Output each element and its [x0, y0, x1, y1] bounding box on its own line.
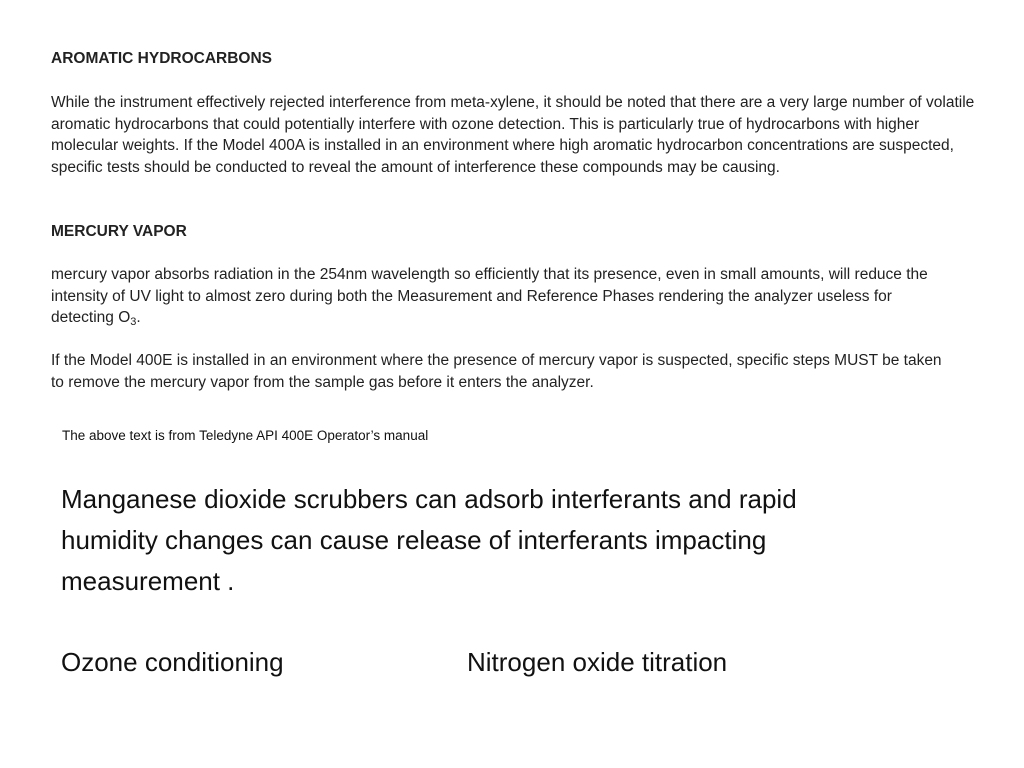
mercury-paragraph-main-text: mercury vapor absorbs radiation in the 254nm wavelength so efficiently that its presence, even in small amounts, will reduce the intensity of UV light to almost zero during both the Measurement and Reference Phases rendering the analyzer useless for detecting O	[51, 266, 928, 326]
ozone-subscript: 3	[130, 316, 137, 328]
method-nitrogen-oxide-titration: Nitrogen oxide titration	[467, 647, 728, 677]
slide-body-text: Manganese dioxide scrubbers can adsorb interferants and rapid humidity changes can cause release of interferants impacting measurement .	[61, 484, 797, 596]
mercury-vapor-paragraph-1	[51, 264, 951, 334]
method-ozone-conditioning: Ozone conditioning	[61, 647, 284, 677]
source-note: The above text is from Teledyne API 400E Operator’s manual	[62, 428, 429, 443]
aromatic-hydrocarbons-heading: AROMATIC HYDROCARBONS	[51, 50, 273, 67]
mercury-paragraph-end: .	[136, 309, 141, 326]
aromatic-hydrocarbons-paragraph: While the instrument effectively rejected interference from meta-xylene, it should be noted that there are a very large number of volatile aromatic hydrocarbons that could potentially interfere with ozone detection. This is particularly true of hydrocarbons with higher molecular weights. If the Model 400A is installed in an environment where high aromatic hydrocarbon concentrations are suspected, specific tests should be conducted to reveal the amount of interference these compounds may be causing.	[51, 94, 975, 176]
mercury-vapor-paragraph-2: If the Model 400E is installed in an environment where the presence of mercury vapor is suspected, specific steps MUST be taken to remove the mercury vapor from the sample gas before it enters the analyzer.	[51, 352, 942, 391]
mercury-vapor-heading: MERCURY VAPOR	[51, 223, 187, 240]
